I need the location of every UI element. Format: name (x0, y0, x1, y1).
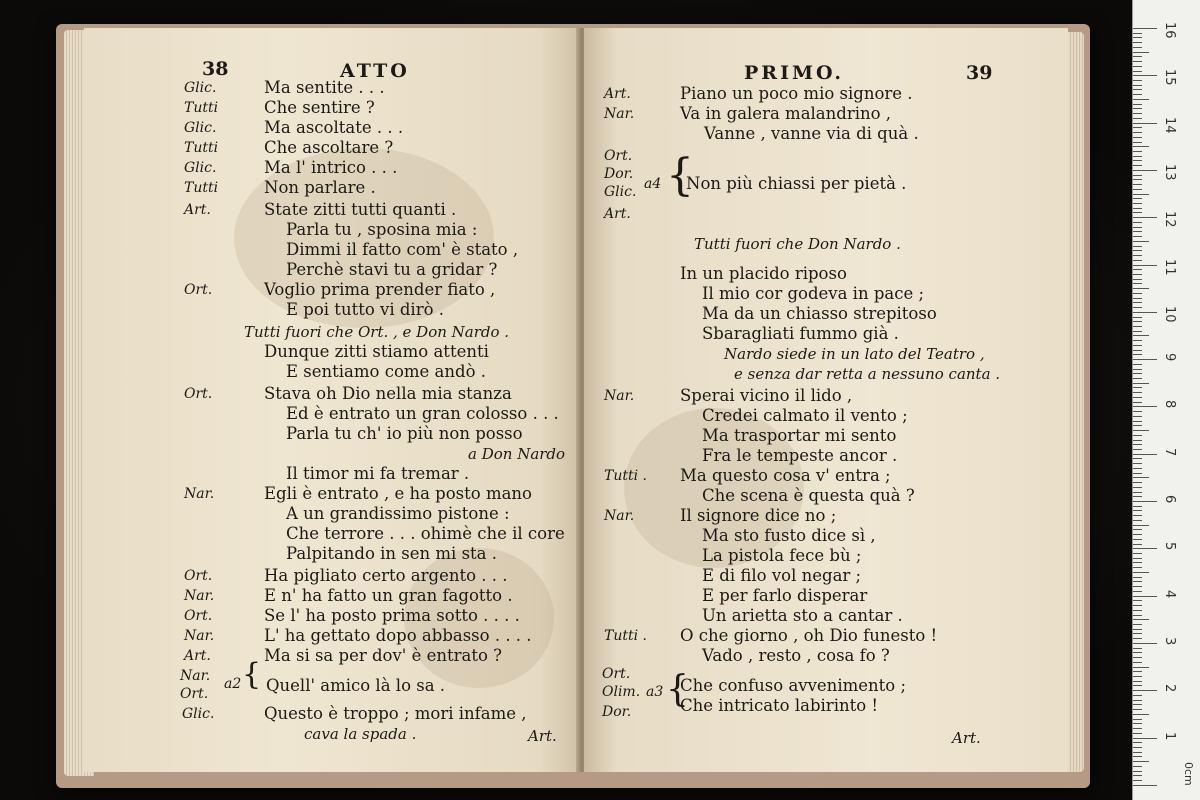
ruler-tick (1133, 458, 1142, 459)
ruler-tick (1133, 99, 1149, 100)
left-page (84, 28, 580, 772)
ruler-tick (1133, 142, 1142, 143)
ruler-tick (1133, 246, 1142, 247)
speaker-label: Glic. (184, 120, 217, 136)
ruler-tick (1133, 695, 1142, 696)
ruler-number: 15 (1162, 69, 1177, 86)
verse-line: Un arietta sto a cantar . (702, 606, 903, 625)
ruler-tick (1133, 307, 1142, 308)
ruler-tick (1133, 392, 1142, 393)
ruler-tick (1133, 633, 1142, 634)
verse-line: Voglio prima prender fiato , (264, 280, 496, 299)
ruler-tick (1133, 402, 1142, 403)
ruler-tick (1133, 430, 1149, 431)
ruler-tick (1133, 42, 1142, 43)
verse-line: State zitti tutti quanti . (264, 200, 457, 219)
verse-line: Dunque zitti stiamo attenti (264, 342, 489, 361)
ruler-tick (1133, 662, 1142, 663)
brace-icon: { (666, 669, 689, 710)
ruler-tick (1133, 47, 1142, 48)
verse-line: Ma ascoltate . . . (264, 118, 404, 137)
page-number: 38 (202, 58, 229, 80)
ruler-number: 14 (1162, 116, 1177, 134)
ruler-tick (1133, 52, 1149, 53)
ruler-tick (1133, 742, 1142, 743)
ruler-tick (1133, 132, 1142, 133)
ruler-tick (1133, 359, 1157, 360)
ruler-tick (1133, 690, 1157, 691)
ruler-number: 6 (1162, 495, 1177, 504)
ruler-tick (1133, 411, 1142, 412)
speaker-label: Ort. (180, 686, 209, 702)
ruler-tick (1133, 482, 1142, 483)
speaker-label: Ort. (602, 666, 631, 682)
ruler-tick (1133, 558, 1142, 559)
verse-line: Egli è entrato , e ha posto mano (264, 484, 532, 503)
ruler-tick (1133, 638, 1142, 639)
ruler-tick (1133, 250, 1142, 251)
ruler-tick (1133, 326, 1142, 327)
ruler-tick (1133, 184, 1142, 185)
verse-line: Ma sentite . . . (264, 78, 385, 97)
ruler-tick (1133, 553, 1142, 554)
ruler-tick (1133, 255, 1142, 256)
ruler-tick (1133, 340, 1142, 341)
ruler-tick (1133, 222, 1142, 223)
stage-direction: Nardo siede in un lato del Teatro , (724, 345, 985, 363)
ruler-tick (1133, 449, 1142, 450)
verse-line: Sbaragliati fummo già . (702, 324, 899, 343)
speaker-label: Art. (184, 202, 211, 218)
ruler-tick (1133, 752, 1142, 753)
ruler-tick (1133, 236, 1142, 237)
ruler-tick (1133, 312, 1157, 313)
page-number: 39 (966, 62, 993, 84)
ruler-tick (1133, 203, 1142, 204)
ruler-tick (1133, 761, 1149, 762)
ruler-tick (1133, 728, 1142, 729)
speaker-label: Nar. (180, 668, 211, 684)
ruler-number: 9 (1162, 353, 1177, 362)
verse-line: Se l' ha posto prima sotto . . . . (264, 606, 520, 625)
ruler-tick (1133, 260, 1142, 261)
speaker-label: Art. (184, 648, 211, 664)
ruler-tick (1133, 269, 1142, 270)
ruler-tick (1133, 473, 1142, 474)
ruler-tick (1133, 444, 1142, 445)
verse-line: Sperai vicino il lido , (680, 386, 853, 405)
verse-line: Piano un poco mio signore . (680, 84, 913, 103)
ruler-tick (1133, 416, 1142, 417)
verse-line: Palpitando in sen mi sta . (286, 544, 497, 563)
verse-line: E per farlo disperar (702, 586, 868, 605)
ruler-number: 10 (1162, 305, 1177, 323)
speaker-label: Art. (604, 206, 631, 222)
speaker-label: Tutti (184, 180, 219, 196)
verse-line: Ed è entrato un gran colosso . . . (286, 404, 559, 423)
ruler-tick (1133, 28, 1157, 29)
ruler-tick (1133, 165, 1142, 166)
verse-line: In un placido riposo (680, 264, 847, 283)
ruler-tick (1133, 283, 1142, 284)
ruler-tick (1133, 771, 1142, 772)
ruler-number: 4 (1162, 589, 1177, 598)
verse-line: E di filo vol negar ; (702, 566, 862, 585)
ruler-tick (1133, 61, 1142, 62)
ruler-tick (1133, 89, 1142, 90)
stage-direction: Tutti fuori che Don Nardo . (694, 235, 901, 253)
brace-icon: { (666, 150, 694, 201)
ruler-tick (1133, 477, 1149, 478)
speaker-label: Tutti (184, 100, 219, 116)
stage-direction: cava la spada . (304, 725, 417, 743)
ruler-tick (1133, 534, 1142, 535)
ruler-tick (1133, 113, 1142, 114)
ruler-tick (1133, 605, 1142, 606)
running-head: ATTO (340, 60, 410, 82)
ruler-tick (1133, 567, 1142, 568)
ruler-tick (1133, 231, 1142, 232)
verse-line: Questo è troppo ; mori infame , (264, 704, 527, 723)
verse-line: Che terrore . . . ohimè che il core (286, 524, 565, 543)
ruler-tick (1133, 468, 1142, 469)
ruler-tick (1133, 667, 1149, 668)
ruler-number: 13 (1162, 163, 1177, 181)
ruler-tick (1133, 265, 1157, 266)
ruler-tick (1133, 506, 1142, 507)
ruler-tick (1133, 685, 1142, 686)
verse-line: O che giorno , oh Dio funesto ! (680, 626, 938, 645)
ruler-tick (1133, 383, 1149, 384)
ruler-number: 7 (1162, 447, 1177, 456)
ruler-tick (1133, 160, 1142, 161)
ruler-tick (1133, 657, 1142, 658)
speaker-label: Glic. (604, 184, 637, 200)
verse-line: E sentiamo come andò . (286, 362, 486, 381)
verse-line: Che ascoltare ? (264, 138, 394, 157)
ruler-tick (1133, 317, 1142, 318)
ruler-tick (1133, 293, 1142, 294)
verse-line: Il mio cor godeva in pace ; (702, 284, 925, 303)
ruler-tick (1133, 208, 1142, 209)
ruler-tick (1133, 539, 1142, 540)
verse-line: Va in galera malandrino , (680, 104, 892, 123)
ruler-tick (1133, 217, 1157, 218)
ruler-tick (1133, 137, 1142, 138)
ruler-tick (1133, 33, 1142, 34)
ruler-tick (1133, 85, 1142, 86)
ruler-tick (1133, 170, 1157, 171)
ruler-tick (1133, 364, 1142, 365)
ruler-tick (1133, 619, 1149, 620)
ruler-tick (1133, 700, 1142, 701)
ruler-tick (1133, 331, 1142, 332)
ruler-tick (1133, 66, 1142, 67)
ruler-tick (1133, 406, 1157, 407)
ruler-tick (1133, 719, 1142, 720)
speaker-label: Ort. (184, 282, 213, 298)
verse-line: Quell' amico là lo sa . (266, 676, 446, 695)
ruler-tick (1133, 714, 1149, 715)
verse-line: Perchè stavi tu a gridar ? (286, 260, 498, 279)
ruler-tick (1133, 643, 1157, 644)
ruler-tick (1133, 274, 1142, 275)
ruler-tick (1133, 548, 1157, 549)
ruler-tick (1133, 520, 1142, 521)
speaker-label: Nar. (604, 388, 635, 404)
verse-line: L' ha gettato dopo abbasso . . . . (264, 626, 532, 645)
ruler-tick (1133, 335, 1149, 336)
ruler-tick (1133, 624, 1142, 625)
verse-line: Il timor mi fa tremar . (286, 464, 470, 483)
ruler-tick (1133, 780, 1142, 781)
ruler-tick (1133, 378, 1142, 379)
ruler-tick (1133, 151, 1142, 152)
ruler-tick (1133, 373, 1142, 374)
ensemble-label: a4 (644, 176, 662, 192)
ruler-tick (1133, 302, 1142, 303)
verse-line: Stava oh Dio nella mia stanza (264, 384, 512, 403)
ruler-tick (1133, 610, 1142, 611)
speaker-label: Nar. (184, 588, 215, 604)
ruler-tick (1133, 704, 1142, 705)
ruler-tick (1133, 529, 1142, 530)
ensemble-label: a2 (224, 676, 242, 692)
speaker-label: Ort. (184, 386, 213, 402)
catchword: Art. (528, 727, 557, 745)
verse-line: E poi tutto vi dirò . (286, 300, 444, 319)
ruler-tick (1133, 581, 1142, 582)
catchword: Art. (952, 729, 981, 747)
ruler-tick (1133, 350, 1142, 351)
ruler-tick (1133, 104, 1142, 105)
ruler-tick (1133, 387, 1142, 388)
ruler-tick (1133, 496, 1142, 497)
ruler-tick (1133, 775, 1142, 776)
ruler-tick (1133, 179, 1142, 180)
ruler-tick (1133, 492, 1142, 493)
ruler-tick (1133, 194, 1149, 195)
verse-line: E n' ha fatto un gran fagotto . (264, 586, 513, 605)
verse-line: Che sentire ? (264, 98, 375, 117)
speaker-label: Glic. (184, 80, 217, 96)
ruler-tick (1133, 544, 1142, 545)
verse-line: Ma questo cosa v' entra ; (680, 466, 891, 485)
ruler-tick (1133, 71, 1142, 72)
ruler-tick (1133, 421, 1142, 422)
ruler-tick (1133, 212, 1142, 213)
ruler-number: 1 (1162, 731, 1177, 740)
ruler-tick (1133, 241, 1149, 242)
verse-line: Ma si sa per dov' è entrato ? (264, 646, 502, 665)
ruler-tick (1133, 615, 1142, 616)
ruler-tick (1133, 56, 1142, 57)
ruler-tick (1133, 515, 1142, 516)
speaker-label: Tutti (184, 140, 219, 156)
ruler-number: 3 (1162, 636, 1177, 646)
ruler-tick (1133, 709, 1142, 710)
ruler-number: 12 (1162, 211, 1177, 228)
speaker-label: Ort. (184, 608, 213, 624)
verse-line: Parla tu , sposina mia : (286, 220, 478, 239)
speaker-label: Tutti . (604, 468, 647, 484)
ruler-tick (1133, 510, 1142, 511)
ruler-tick (1133, 279, 1142, 280)
verse-line: Non più chiassi per pietà . (686, 174, 907, 193)
stage-direction: e senza dar retta a nessuno canta . (734, 365, 1001, 383)
ruler-tick (1133, 175, 1142, 176)
verse-line: Credei calmato il vento ; (702, 406, 908, 425)
ruler-tick (1133, 600, 1142, 601)
measuring-ruler (1132, 0, 1200, 800)
ruler-tick (1133, 738, 1157, 739)
ruler-tick (1133, 463, 1142, 464)
ruler-tick (1133, 75, 1157, 76)
speaker-label: Ort. (184, 568, 213, 584)
verse-line: Dimmi il fatto com' è stato , (286, 240, 519, 259)
ruler-tick (1133, 127, 1142, 128)
speaker-label: Nar. (184, 486, 215, 502)
verse-line: Ma sto fusto dice sì , (702, 526, 876, 545)
verse-line: A un grandissimo pistone : (286, 504, 510, 523)
ruler-tick (1133, 586, 1142, 587)
ruler-tick (1133, 591, 1142, 592)
ruler-tick (1133, 501, 1157, 502)
ruler-tick (1133, 562, 1142, 563)
ruler-tick (1133, 288, 1149, 289)
speaker-label: Nar. (604, 508, 635, 524)
ruler-tick (1133, 785, 1157, 786)
ruler-tick (1133, 298, 1142, 299)
verse-line: Vado , resto , cosa fo ? (702, 646, 890, 665)
ruler-tick (1133, 321, 1142, 322)
ruler-unit: 0cm (1182, 762, 1195, 786)
ruler-tick (1133, 525, 1149, 526)
speaker-label: Dor. (602, 704, 632, 720)
ruler-tick (1133, 198, 1142, 199)
ruler-tick (1133, 345, 1142, 346)
verse-line: Fra le tempeste ancor . (702, 446, 898, 465)
ruler-tick (1133, 440, 1142, 441)
ruler-tick (1133, 723, 1142, 724)
ruler-tick (1133, 94, 1142, 95)
verse-line: Ma l' intrico . . . (264, 158, 398, 177)
ruler-tick (1133, 572, 1149, 573)
right-page (584, 28, 1068, 772)
brace-icon: { (242, 657, 262, 692)
verse-line: Che confuso avvenimento ; (680, 676, 906, 695)
ruler-tick (1133, 487, 1142, 488)
ruler-tick (1133, 354, 1142, 355)
running-head: PRIMO. (744, 62, 845, 84)
ruler-tick (1133, 681, 1142, 682)
ruler-tick (1133, 766, 1142, 767)
speaker-label: Olim. (602, 684, 641, 700)
ruler-number: 5 (1162, 542, 1177, 551)
speaker-label: Ort. (604, 148, 633, 164)
speaker-label: Nar. (184, 628, 215, 644)
speaker-label: Tutti . (604, 628, 647, 644)
ruler-tick (1133, 596, 1157, 597)
ruler-tick (1133, 189, 1142, 190)
speaker-label: Glic. (184, 160, 217, 176)
verse-line: Ha pigliato certo argento . . . (264, 566, 508, 585)
speaker-label: Dor. (604, 166, 634, 182)
verse-line: La pistola fece bù ; (702, 546, 862, 565)
ruler-tick (1133, 671, 1142, 672)
verse-line: Ma da un chiasso strepitoso (702, 304, 937, 323)
ruler-tick (1133, 733, 1142, 734)
ruler-tick (1133, 108, 1142, 109)
verse-line: Ma trasportar mi sento (702, 426, 897, 445)
ruler-number: 16 (1162, 22, 1177, 39)
ruler-number: 11 (1162, 258, 1177, 276)
ruler-tick (1133, 756, 1142, 757)
ruler-tick (1133, 80, 1142, 81)
ruler-tick (1133, 648, 1142, 649)
ruler-tick (1133, 629, 1142, 630)
ruler-tick (1133, 118, 1142, 119)
ruler-tick (1133, 369, 1142, 370)
stage-direction: a Don Nardo (468, 445, 566, 463)
speaker-label: Nar. (604, 106, 635, 122)
ensemble-label: a3 (646, 684, 664, 700)
ruler-tick (1133, 577, 1142, 578)
ruler-tick (1133, 676, 1142, 677)
ruler-tick (1133, 37, 1142, 38)
ruler-tick (1133, 227, 1142, 228)
ruler-tick (1133, 652, 1142, 653)
verse-line: Che intricato labirinto ! (680, 696, 879, 715)
verse-line: Il signore dice no ; (680, 506, 837, 525)
ruler-tick (1133, 156, 1142, 157)
speaker-label: Art. (604, 86, 631, 102)
ruler-number: 8 (1162, 400, 1177, 409)
ruler-tick (1133, 146, 1149, 147)
verse-line: Vanne , vanne via di quà . (704, 124, 919, 143)
verse-line: Non parlare . (264, 178, 376, 197)
verse-line: Parla tu ch' io più non posso (286, 424, 523, 443)
ruler-tick (1133, 454, 1157, 455)
stage-direction: Tutti fuori che Ort. , e Don Nardo . (244, 323, 510, 341)
speaker-label: Glic. (182, 706, 215, 722)
ruler-tick (1133, 747, 1142, 748)
verse-line: Che scena è questa quà ? (702, 486, 915, 505)
ruler-tick (1133, 425, 1142, 426)
ruler-number: 2 (1162, 684, 1177, 693)
ruler-tick (1133, 435, 1142, 436)
ruler-tick (1133, 123, 1157, 124)
ruler-tick (1133, 397, 1142, 398)
